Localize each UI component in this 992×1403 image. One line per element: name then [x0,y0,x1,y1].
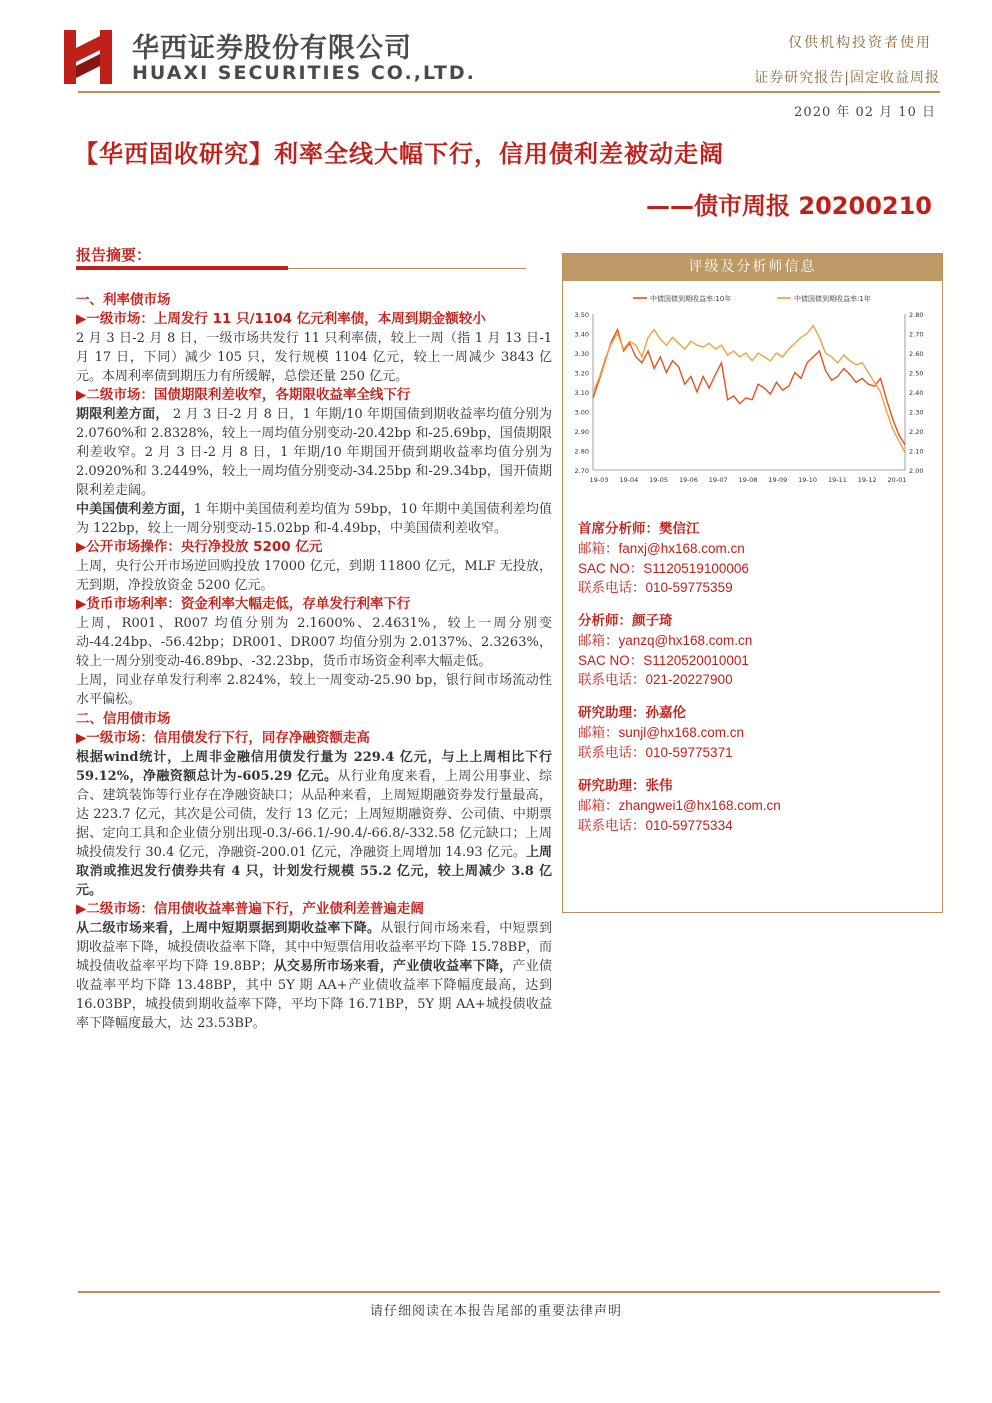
chart-x-tick-label: 19-12 [857,476,877,484]
chart-x-tick-label: 19-05 [649,476,669,484]
chart-x-tick-label: 19-03 [589,476,609,484]
analyst-email[interactable]: zhangwei1@hx168.com.cn [618,798,781,813]
summary-underline [76,266,288,270]
chart-x-tick-label: 19-09 [768,476,788,484]
chart-x-tick-label: 19-06 [678,476,698,484]
chart-right-tick-label: 2.50 [909,369,924,378]
chart-right-tick-label: 2.60 [909,350,924,358]
analyst-email[interactable]: sunjl@hx168.com.cn [618,725,745,740]
chart-right-tick-label: 2.10 [909,447,924,456]
paragraph-emphasis: 上周取消或推迟发行债券共有 4 只，计划发行规模 55.2 亿元，较上周减少 3.8 亿元。 [76,845,552,898]
analyst-email-line [578,631,928,651]
section-heading: 一、利率债市场 [76,292,171,308]
subsection-heading: ▶公开市场操作：央行净投放 5200 亿元 [76,539,323,555]
paragraph: 上周，央行公开市场逆回购投放 17000 亿元，到期 11800 亿元，MLF 无投放，无到期，净投放资金 5200 亿元。 [76,559,552,593]
analyst-phone: 021-20227900 [645,672,733,687]
paragraph-text: 从银行间市场来看，中短票到期收益率下降，城投债收益率下降，其中中短票信用收益率平均下降 15.78BP，而城投债收益率平均下降 19.8BP； [76,921,552,974]
report-title: 【华西固收研究】利率全线大幅下行，信用债利差被动走阔 [74,140,724,168]
chart-right-tick-label: 2.20 [909,428,924,436]
subsection-heading: ▶一级市场：上周发行 11 只/1104 亿元利率债，本周到期金额较小 [76,311,486,327]
company-name-en: HUAXI SECURITIES CO.,LTD. [132,62,476,84]
paragraph-emphasis: 从交易所市场来看，产业债收益率下降， [273,959,513,974]
chart-legend-label: 中债国债到期收益率:10年 [650,295,732,303]
analyst-phone-line [578,578,928,598]
analyst-role: 研究助理：孙嘉伦 [578,705,686,721]
analyst-phone: 010-59775371 [645,745,733,760]
report-category: 证券研究报告|固定收益周报 [754,70,940,86]
subsection-heading: ▶二级市场：国债期限利差收窄，各期限收益率全线下行 [76,387,411,403]
analyst-phone: 010-59775359 [645,580,733,595]
analyst-card [578,704,928,763]
paragraph: 上周，R001、R007 均值分别为 2.1600%、2.4631%，较上一周分别变动-44.24bp、-56.42bp；DR001、DR007 均值分别为 2.0137%、2.3263%，较上一周分别变动-46.89bp、-32.23bp，货币市场资金利率大幅走低。 [76,616,552,669]
chart-left-tick-label: 3.50 [574,311,589,319]
analyst-phone-line [578,816,928,836]
panel-title: 评级及分析师信息 [563,254,942,281]
summary-rule [288,268,526,269]
section-heading: 二、信用债市场 [76,711,171,727]
chart-right-tick-label: 2.80 [909,311,924,319]
chart-x-tick-label: 19-10 [798,476,818,484]
analyst-role: 首席分析师：樊信江 [578,521,700,537]
analyst-list [578,520,928,850]
yield-line-chart [563,281,942,496]
analyst-phone-line [578,670,928,690]
header-divider [78,91,940,93]
paragraph-text: 2 月 3 日-2 月 8 日，1 年期/10 年期国债到期收益率均值分别为 2.0760%和 2.8328%，较上一周均值分别变动-20.42bp 和-25.69bp，国债期限利差收窄。2 月 3 日-2 月 8 日，1 年期/10 年期国开债到期收益率均值分别为 2.0920%和 3.2449%，较上一周均值分别变动-34.25bp 和-29.34bp，国开债期限利差走阔。 [76,407,552,498]
footer-disclaimer: 请仔细阅读在本报告尾部的重要法律声明 [369,1304,622,1319]
chart-left-tick-label: 3.20 [574,369,589,378]
paragraph [76,500,552,538]
paragraph-lead: 从二级市场来看，上周中短期票据到期收益率下降。 [76,921,381,936]
summary-body [76,290,552,1033]
chart-x-tick-label: 19-04 [619,476,639,484]
subsection-heading: ▶货币市场利率：资金利率大幅走低，存单发行利率下行 [76,596,411,612]
chart-left-tick-label: 3.40 [574,330,589,339]
analyst-card [578,520,928,598]
email-label: 邮箱： [578,725,619,741]
paragraph [76,919,552,1033]
company-logo-icon [62,26,114,86]
analyst-card [578,777,928,836]
analyst-role: 分析师：颜子琦 [578,613,673,629]
analyst-email-line [578,539,928,559]
paragraph [76,405,552,500]
chart-left-tick-label: 2.90 [574,428,589,436]
chart-left-tick-label: 3.30 [574,350,589,358]
analyst-sac: SAC NO：S1120520010001 [578,653,749,668]
footer-divider [78,1291,940,1293]
analyst-sac: SAC NO：S1120519100006 [578,561,749,576]
paragraph-text: 从行业角度来看，上周公用事业、综合、建筑装饰等行业存在净融资缺口；从品种来看，上周短期融资券发行量最高，达 223.7 亿元，其次是公司债，发行 13 亿元；上周短期融资券、公司债、中期票据、定向工具和企业债分别出现-0.3/-66.1/-90.4/-66.8/-332.58 亿元缺口；上周城投债发行 30.4 亿元，净融资-200.01 亿元，净融资上周增加 14.93 亿元。 [76,769,552,860]
paragraph: 2 月 3 日-2 月 8 日，一级市场共发行 11 只利率债，较上一周（指 1 月 13 日-1 月 17 日，下同）减少 105 只，发行规模 1104 亿元，较上一周减少 3843 亿元。本周利率债到期压力有所缓解，总偿还量 250 亿元。 [76,331,552,384]
chart-right-tick-label: 2.00 [909,467,924,475]
chart-x-tick-label: 19-11 [827,476,847,484]
paragraph-text: 产业债收益率平均下降 13.48BP，其中 5Y 期 AA+产业债收益率下降幅度最高，达到 16.03BP，城投债到期收益率下降，平均下降 16.71BP，5Y 期 AA+城投债收益率下降幅度最大，达 23.53BP。 [76,959,552,1031]
phone-label: 联系电话： [578,818,646,834]
subsection-heading: ▶二级市场：信用债收益率普遍下行，产业债利差普遍走阔 [76,901,424,917]
paragraph-lead: 期限利差方面， [76,407,169,422]
paragraph [76,748,552,900]
chart-right-tick-label: 2.70 [909,330,924,339]
analyst-email[interactable]: fanxj@hx168.com.cn [618,541,745,556]
report-date: 2020 年 02 月 10 日 [794,105,936,120]
analyst-role: 研究助理：张伟 [578,778,673,794]
paragraph-text: 1 年期中美国债利差均值为 59bp，10 年期中美国债利差均值为 122bp，较上一周分别变动-15.02bp 和-4.49bp，中美国债利差收窄。 [76,502,552,536]
company-name-cn: 华西证券股份有限公司 [132,33,412,64]
phone-label: 联系电话： [578,580,646,596]
subsection-heading: ▶一级市场：信用债发行下行，同存净融资额走高 [76,730,370,746]
chart-x-tick-label: 19-07 [708,476,728,484]
phone-label: 联系电话： [578,672,646,688]
chart-x-tick-label: 20-01 [887,476,907,484]
chart-left-tick-label: 2.70 [574,467,589,475]
chart-series-line [593,330,905,445]
analyst-phone-line [578,743,928,763]
chart-right-tick-label: 2.30 [909,408,924,417]
chart-series-line [593,326,905,453]
chart-legend-label: 中债国债到期收益率:1年 [794,295,871,303]
analyst-email[interactable]: yanzq@hx168.com.cn [618,633,753,648]
audience-note: 仅供机构投资者使用 [788,35,932,51]
email-label: 邮箱： [578,541,619,557]
analyst-phone: 010-59775334 [645,818,733,833]
email-label: 邮箱： [578,798,619,814]
paragraph: 上周，同业存单发行利率 2.824%，较上一周变动-25.90 bp，银行间市场流动性水平偏松。 [76,673,552,707]
paragraph-lead: 中美国债利差方面， [76,502,194,517]
chart-left-tick-label: 3.10 [574,389,589,397]
chart-x-tick-label: 19-08 [738,476,758,484]
analyst-card [578,612,928,690]
summary-label: 报告摘要： [76,246,152,264]
email-label: 邮箱： [578,633,619,649]
paragraph-lead: 根据wind统计，上周非金融信用债发行量为 229.4 亿元，与上上周相比下行 59.12%，净融资额总计为-605.29 亿元。 [76,750,552,784]
chart-right-tick-label: 2.40 [909,389,924,397]
phone-label: 联系电话： [578,745,646,761]
report-subtitle: ——债市周报 20200210 [646,192,932,220]
analyst-email-line [578,723,928,743]
chart-left-tick-label: 2.80 [574,447,589,456]
analyst-email-line [578,796,928,816]
chart-left-tick-label: 3.00 [574,408,589,417]
